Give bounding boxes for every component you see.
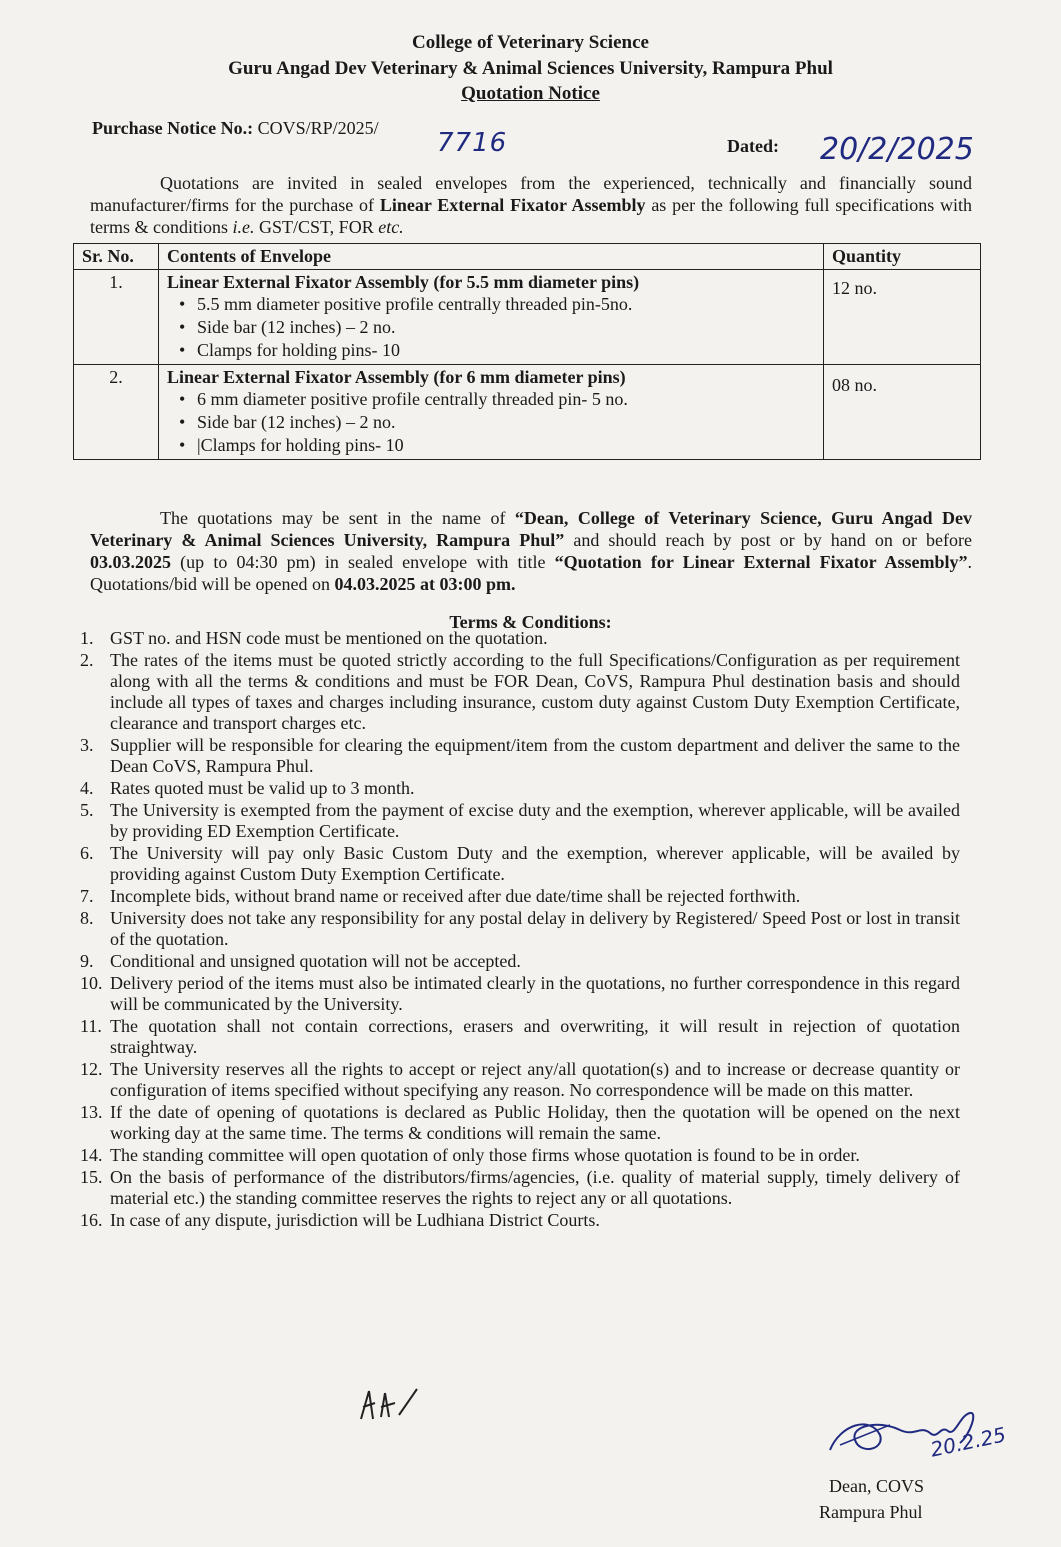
intro-text-a: Quotations are invited in sealed envelopes from the experienced, technically and financially sound manufacturer/firms for the purchase of bbox=[90, 173, 972, 215]
term-text: The quotation shall not contain corrections, erasers and overwriting, it will result in rejection of quotation straightway. bbox=[110, 1016, 960, 1057]
list-item: • |Clamps for holding pins- 10 bbox=[197, 434, 815, 457]
term-text: If the date of opening of quotations is declared as Public Holiday, then the quotation will be opened on the next working day at the same time. The terms & conditions will remain the same. bbox=[110, 1102, 960, 1143]
table-row bbox=[74, 270, 981, 365]
term-number: 3. bbox=[80, 735, 94, 755]
submission-opening: 04.03.2025 at 03:00 pm. bbox=[334, 574, 516, 594]
terms-title: Terms & Conditions: bbox=[449, 612, 612, 632]
intro-etc: etc. bbox=[378, 217, 404, 237]
list-item bbox=[80, 1016, 960, 1058]
list-item bbox=[80, 951, 960, 972]
intro-item: Linear External Fixator Assembly bbox=[379, 195, 646, 215]
term-number: 13. bbox=[80, 1102, 103, 1122]
term-number: 4. bbox=[80, 778, 94, 798]
submission-paragraph bbox=[90, 507, 972, 595]
row-quantity: 12 no. bbox=[824, 270, 981, 365]
table-header-row bbox=[74, 244, 981, 270]
term-number: 6. bbox=[80, 843, 94, 863]
signature-date: 20.2.25 bbox=[928, 1422, 1009, 1462]
notice-label: Purchase Notice No.: bbox=[92, 118, 254, 138]
list-item: • Side bar (12 inches) – 2 no. bbox=[197, 411, 815, 434]
header-quantity: Quantity bbox=[824, 244, 981, 270]
term-number: 7. bbox=[80, 886, 94, 906]
submission-envelope-title: “Quotation for Linear External Fixator Assembly” bbox=[554, 552, 968, 572]
term-number: 2. bbox=[80, 650, 94, 670]
list-item bbox=[80, 1167, 960, 1209]
term-text: The rates of the items must be quoted strictly according to the full Specifications/Configuration as per requirement along with all the terms & conditions and must be FOR Dean, CoVS, Rampura Phul destination basis and should include all types of taxes and charges including insurance, custom duty against Custom Duty Exemption Certificate, clearance and transport charges etc. bbox=[110, 650, 960, 733]
term-text: Conditional and unsigned quotation will not be accepted. bbox=[110, 951, 521, 971]
term-number: 5. bbox=[80, 800, 94, 820]
initials-mark bbox=[355, 1385, 425, 1425]
purchase-notice-number bbox=[92, 118, 379, 139]
term-text: The University will pay only Basic Custom Duty and the exemption, wherever applicable, will be availed by providing against Custom Duty Exemption Certificate. bbox=[110, 843, 960, 884]
notice-number: COVS/RP/2025/ bbox=[257, 118, 379, 138]
submission-d: . Quotations/bid will be opened on bbox=[90, 552, 973, 594]
list-item: • 6 mm diameter positive profile centrally threaded pin- 5 no. bbox=[197, 388, 815, 411]
row-title: Linear External Fixator Assembly (for 6 mm diameter pins) bbox=[167, 367, 626, 387]
term-number: 12. bbox=[80, 1059, 103, 1079]
row-contents bbox=[159, 365, 824, 460]
term-number: 15. bbox=[80, 1167, 103, 1187]
intro-ie: i.e. bbox=[232, 217, 255, 237]
term-number: 11. bbox=[80, 1016, 102, 1036]
list-item bbox=[80, 628, 960, 649]
list-item: • 5.5 mm diameter positive profile centrally threaded pin-5no. bbox=[197, 293, 815, 316]
list-item bbox=[80, 1145, 960, 1166]
term-number: 16. bbox=[80, 1210, 103, 1230]
list-item bbox=[80, 1059, 960, 1101]
list-item bbox=[80, 1102, 960, 1144]
list-item bbox=[80, 800, 960, 842]
university-name: Guru Angad Dev Veterinary & Animal Sciences University, Rampura Phul bbox=[228, 58, 833, 79]
term-number: 1. bbox=[80, 628, 94, 648]
term-text: Incomplete bids, without brand name or received after due date/time shall be rejected forthwith. bbox=[110, 886, 801, 906]
term-text: On the basis of performance of the distributors/firms/agencies, (i.e. quality of material supply, timely delivery of material etc.) the standing committee reserves the rights to reject any or all quotations. bbox=[110, 1167, 960, 1208]
signatory-place: Rampura Phul bbox=[819, 1502, 923, 1522]
list-item bbox=[80, 735, 960, 777]
term-number: 14. bbox=[80, 1145, 103, 1165]
header-sr-no: Sr. No. bbox=[74, 244, 159, 270]
intro-text-b: as per the following full specifications with terms & conditions bbox=[90, 195, 972, 237]
term-number: 10. bbox=[80, 973, 103, 993]
submission-a: The quotations may be sent in the name of bbox=[160, 508, 515, 528]
submission-due-time: (up to 04:30 pm) bbox=[171, 552, 316, 572]
document-title bbox=[0, 83, 1061, 105]
row-bullets bbox=[167, 293, 815, 362]
list-item: • Clamps for holding pins- 10 bbox=[197, 339, 815, 362]
row-sr: 1. bbox=[74, 270, 159, 365]
header-contents: Contents of Envelope bbox=[159, 244, 824, 270]
intro-text-c: GST/CST, FOR bbox=[254, 217, 379, 237]
term-text: The standing committee will open quotation of only those firms whose quotation is found to be in order. bbox=[110, 1145, 860, 1165]
list-item bbox=[80, 908, 960, 950]
dated-label: Dated: bbox=[727, 136, 779, 156]
list-item bbox=[80, 778, 960, 799]
term-text: In case of any dispute, jurisdiction will be Ludhiana District Courts. bbox=[110, 1210, 600, 1230]
term-text: The University reserves all the rights to accept or reject any/all quotation(s) and to increase or decrease quantity or configuration of items specified without specifying any reason. No correspondence will be made on this matter. bbox=[110, 1059, 960, 1100]
submission-c: in sealed envelope with title bbox=[315, 552, 555, 572]
list-item: • Side bar (12 inches) – 2 no. bbox=[197, 316, 815, 339]
document-title-text: Quotation Notice bbox=[461, 83, 600, 104]
term-text: University does not take any responsibility for any postal delay in delivery by Registered/ Speed Post or lost in transit of the quotation. bbox=[110, 908, 960, 949]
handwritten-date: 20/2/2025 bbox=[820, 132, 974, 167]
list-item bbox=[80, 650, 960, 734]
row-sr: 2. bbox=[74, 365, 159, 460]
row-quantity: 08 no. bbox=[824, 365, 981, 460]
handwritten-notice-number: 7716 bbox=[437, 128, 508, 158]
row-contents bbox=[159, 270, 824, 365]
specification-table bbox=[73, 243, 981, 460]
term-text: GST no. and HSN code must be mentioned on the quotation. bbox=[110, 628, 548, 648]
list-item bbox=[80, 843, 960, 885]
term-number: 9. bbox=[80, 951, 94, 971]
row-bullets bbox=[167, 388, 815, 457]
signatory-title: Dean, COVS bbox=[829, 1476, 924, 1496]
college-name: College of Veterinary Science bbox=[412, 32, 649, 53]
term-text: Supplier will be responsible for clearing the equipment/item from the custom department and deliver the same to the Dean CoVS, Rampura Phul. bbox=[110, 735, 960, 776]
table-row bbox=[74, 365, 981, 460]
row-title: Linear External Fixator Assembly (for 5.5 mm diameter pins) bbox=[167, 272, 640, 292]
term-number: 8. bbox=[80, 908, 94, 928]
term-text: Delivery period of the items must also be intimated clearly in the quotations, no further correspondence in this regard will be communicated by the University. bbox=[110, 973, 960, 1014]
list-item bbox=[80, 973, 960, 1015]
list-item bbox=[80, 1210, 960, 1231]
term-text: Rates quoted must be valid up to 3 month. bbox=[110, 778, 415, 798]
terms-list bbox=[80, 628, 960, 1232]
intro-paragraph bbox=[90, 172, 972, 238]
list-item bbox=[80, 886, 960, 907]
term-text: The University is exempted from the payment of excise duty and the exemption, wherever applicable, will be availed by providing ED Exemption Certificate. bbox=[110, 800, 960, 841]
submission-b: and should reach by post or by hand on or before bbox=[564, 530, 972, 550]
submission-due: 03.03.2025 bbox=[90, 552, 171, 572]
submission-addressee: “Dean, College of Veterinary Science, Guru Angad Dev Veterinary & Animal Sciences University, Rampura Phul” bbox=[90, 508, 972, 550]
